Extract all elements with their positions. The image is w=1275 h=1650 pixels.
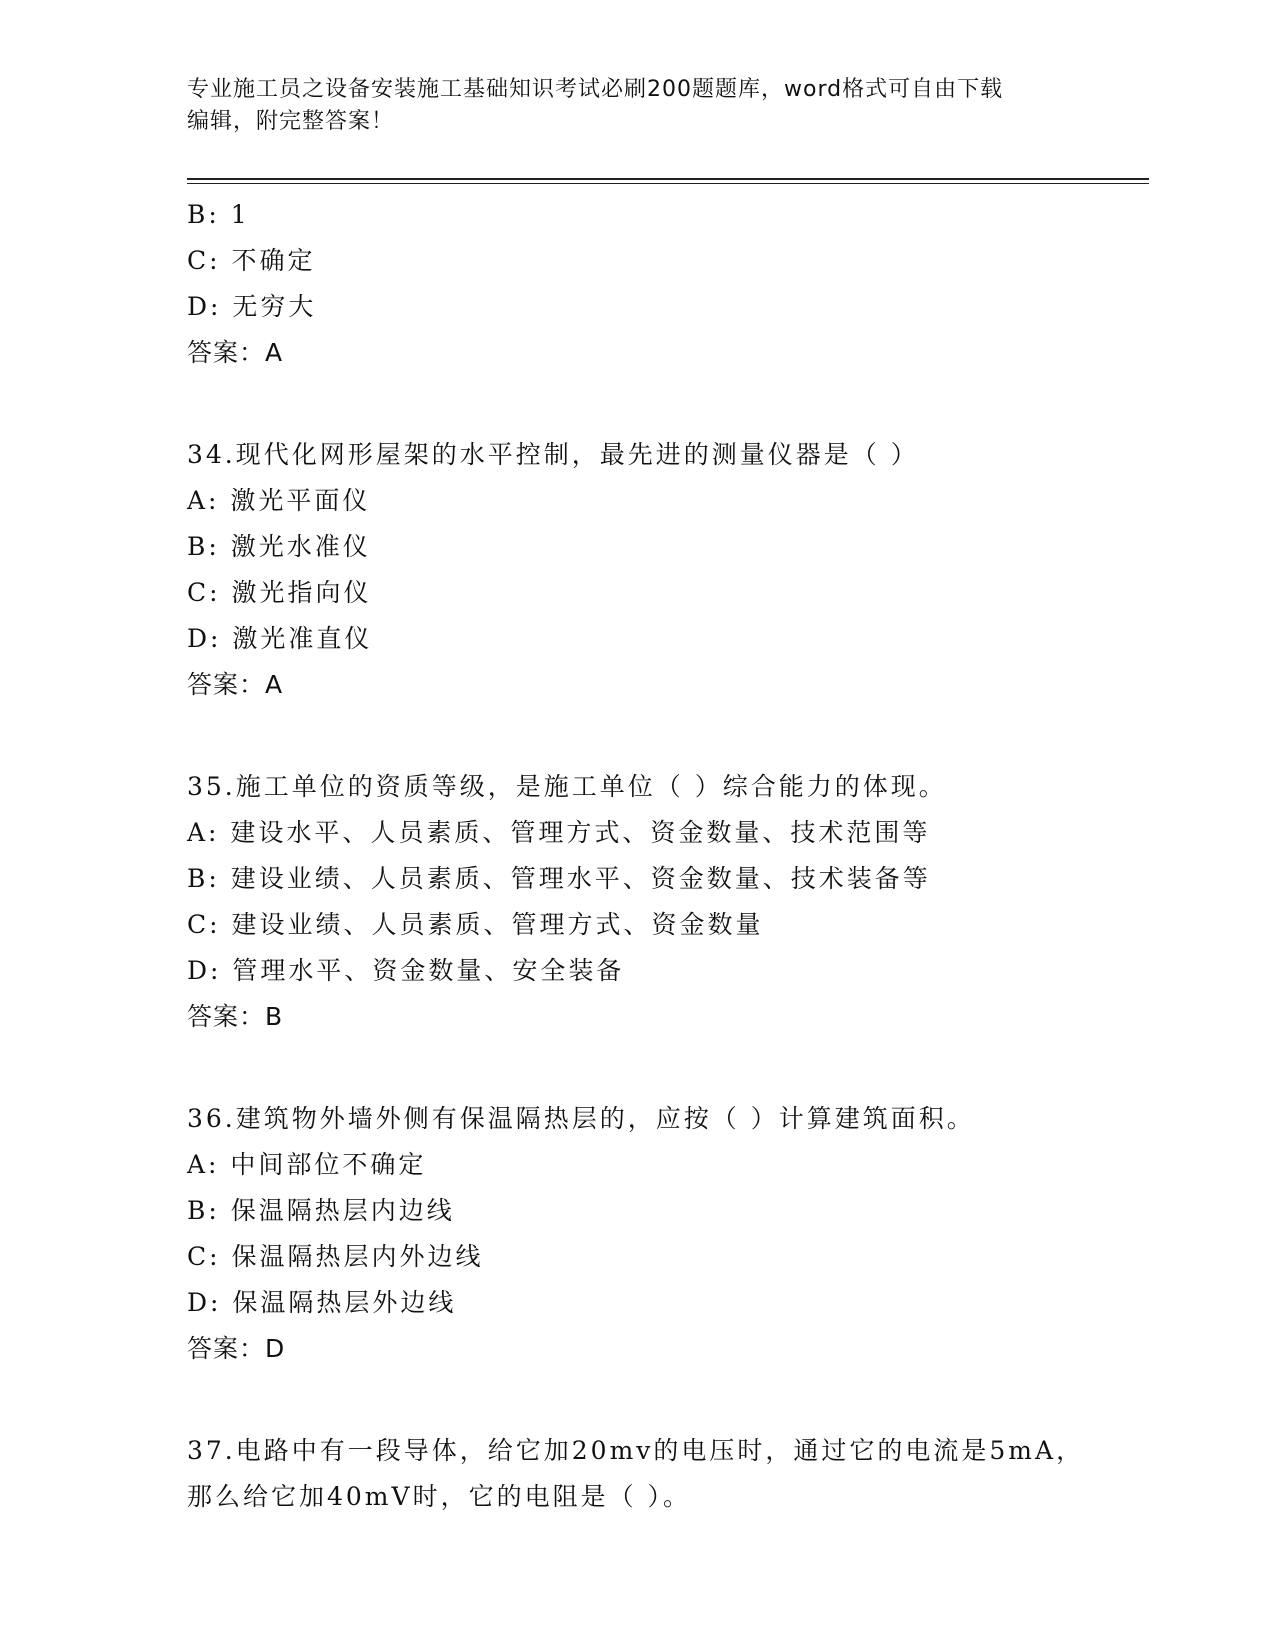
header-title-line-2: 编辑，附完整答案！ — [187, 109, 395, 134]
option-c: C: 不确定 — [187, 246, 316, 275]
header-divider-thick — [187, 178, 1149, 180]
answer: 答案：A — [187, 670, 284, 699]
answer: 答案：D — [187, 1334, 286, 1363]
header-divider-thin — [187, 183, 1149, 184]
answer: 答案：A — [187, 338, 284, 367]
option-a: A: 建设水平、人员素质、管理方式、资金数量、技术范围等 — [187, 818, 931, 847]
option-a: A: 激光平面仪 — [187, 486, 371, 515]
option-b: B: 1 — [187, 200, 250, 229]
question-text-line-2: 那么给它加40mV时，它的电阻是（ ）。 — [187, 1482, 692, 1511]
option-c: C: 保温隔热层内外边线 — [187, 1242, 484, 1271]
question-list — [187, 192, 1147, 1520]
question-text-line-1: 37.电路中有一段导体，给它加20mv的电压时，通过它的电流是5mA， — [187, 1436, 1085, 1465]
question-33-continued — [187, 192, 1147, 376]
question-text: 35.施工单位的资质等级，是施工单位（ ）综合能力的体现。 — [187, 772, 947, 801]
document-header — [187, 74, 1067, 138]
option-d: D: 保温隔热层外边线 — [187, 1288, 457, 1317]
option-d: D: 激光准直仪 — [187, 624, 373, 653]
question-37 — [187, 1428, 1147, 1520]
question-35 — [187, 764, 1147, 1040]
option-d: D: 无穷大 — [187, 292, 317, 321]
question-text: 36.建筑物外墙外侧有保温隔热层的，应按（ ）计算建筑面积。 — [187, 1104, 975, 1133]
option-c: C: 建设业绩、人员素质、管理方式、资金数量 — [187, 910, 764, 939]
option-a: A: 中间部位不确定 — [187, 1150, 427, 1179]
option-b: B: 保温隔热层内边线 — [187, 1196, 455, 1225]
question-34 — [187, 432, 1147, 708]
option-b: B: 激光水准仪 — [187, 532, 371, 561]
answer: 答案：B — [187, 1002, 284, 1031]
question-36 — [187, 1096, 1147, 1372]
header-title-line-1: 专业施工员之设备安装施工基础知识考试必刷200题题库，word格式可自由下载 — [187, 77, 1004, 102]
option-c: C: 激光指向仪 — [187, 578, 372, 607]
question-text: 34.现代化网形屋架的水平控制，最先进的测量仪器是（ ） — [187, 440, 919, 469]
option-b: B: 建设业绩、人员素质、管理水平、资金数量、技术装备等 — [187, 864, 931, 893]
option-d: D: 管理水平、资金数量、安全装备 — [187, 956, 625, 985]
